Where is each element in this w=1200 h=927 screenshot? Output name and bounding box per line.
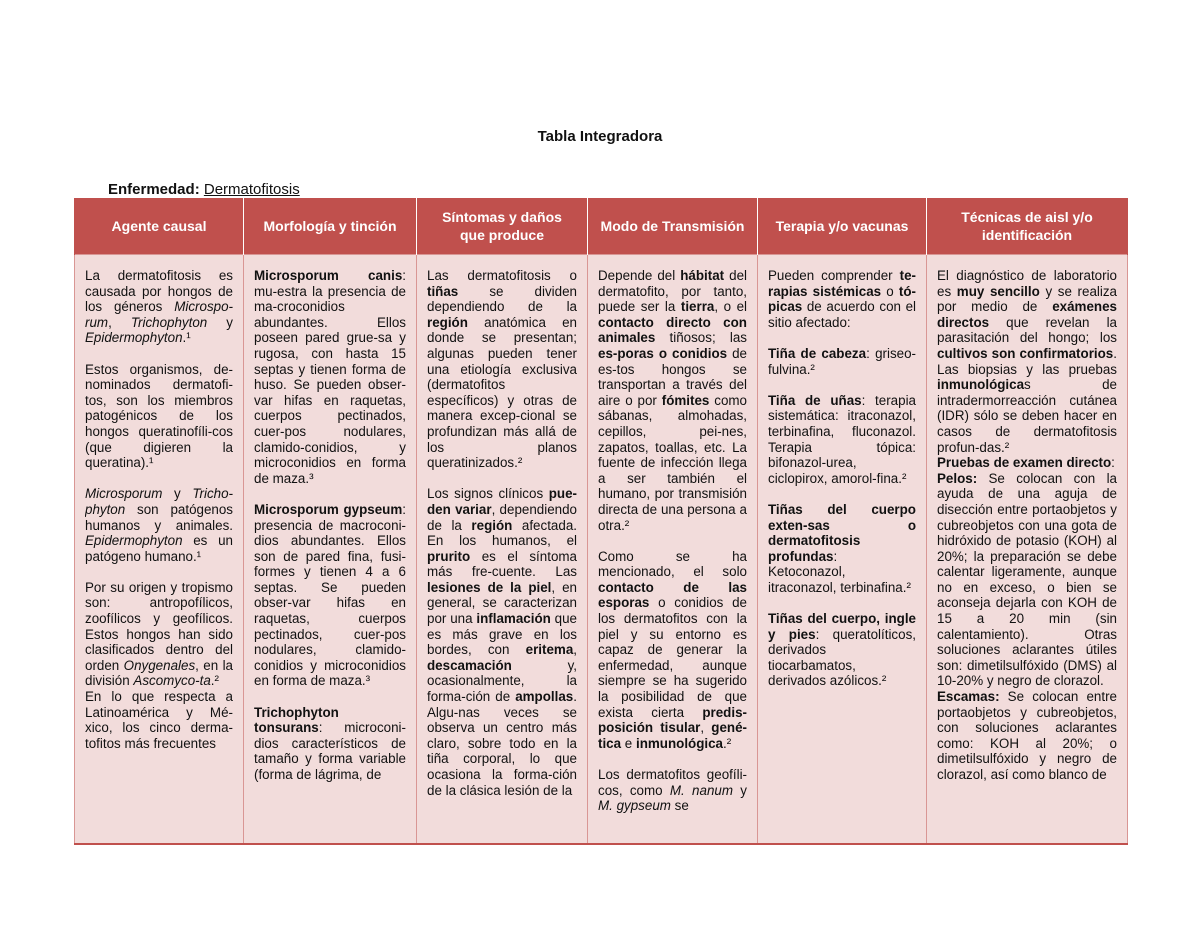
cell-paragraph: Escamas: Se colocan entre portaobjetos y cubreobjetos, con soluciones aclarantes como: KOH al 20%; o dimetilsulfóxido y negro de clorazol, así como blanco de	[937, 689, 1117, 782]
cell-paragraph: Microsporum gypseum: presencia de macroconi-dios abundantes. Ellos son de pared fina, fusi-formes y tienen 4 a 6 septas. Se pueden obser-var hifas en raquetas, cuerpos pectinados, cuer-pos nodulares, clamido-conidios y microconidios en forma de maza.³	[254, 501, 406, 689]
paragraph-gap	[768, 377, 916, 393]
paragraph-gap	[598, 751, 747, 767]
cell-terapia	[758, 255, 927, 845]
cell-paragraph: La dermatofitosis es causada por hongos de los géneros Microspo-rum, Trichophyton y Epidermophyton.¹	[85, 268, 233, 346]
paragraph-gap	[768, 330, 916, 346]
paragraph-gap	[85, 564, 233, 580]
cell-tecnicas	[927, 255, 1128, 845]
cell-paragraph: Tiña de cabeza: griseo-fulvina.²	[768, 345, 916, 377]
paragraph-gap	[768, 595, 916, 611]
disease-value: Dermatofitosis	[203, 181, 300, 198]
cell-paragraph: Los signos clínicos pue-den variar, dependiendo de la región afectada. En los humanos, el prurito es el síntoma más fre-cuente. Las lesiones de la piel, en general, se caracterizan por una inflamación que es más grave en los bordes, con eritema, descamación y, ocasionalmente, la forma-ción de ampollas. Algu-nas veces se observa un centro más claro, sobre todo en la tiña corporal, lo que ocasiona la forma-ción de la clásica lesión de la	[427, 486, 577, 798]
cell-paragraph: Tiñas del cuerpo, ingle y pies: queratolíticos, derivados tiocarbamatos, derivados azólicos.²	[768, 611, 916, 689]
cell-morfologia	[244, 255, 417, 845]
integrative-table	[74, 198, 1128, 845]
cell-paragraph: Como se ha mencionado, el solo contacto de las esporas o conidios de los dermatofitos con la piel y su entorno es capaz de generar la enfermedad, aunque siempre se ha sugerido la posibilidad de que exista cierta predis-posición tisular, gené-tica e inmunológica.²	[598, 548, 747, 751]
disease-label: Enfermedad:	[108, 181, 200, 198]
paragraph-gap	[598, 533, 747, 549]
paragraph-gap	[427, 471, 577, 487]
page-title: Tabla Integradora	[537, 128, 663, 145]
cell-paragraph: Pruebas de examen directo:	[937, 455, 1115, 471]
cell-paragraph: En lo que respecta a Latinoamérica y Mé-xico, los cinco derma-tofitos más frecuentes	[85, 689, 233, 751]
cell-sintomas	[417, 255, 588, 845]
cell-paragraph: Tiñas del cuerpo exten-sas o dermatofitosis profundas: Ketoconazol, itraconazol, terbinafina.²	[768, 501, 916, 595]
header-morfologia: Morfología y tinción	[244, 198, 417, 255]
header-transmision: Modo de Transmisión	[588, 198, 758, 255]
cell-paragraph: Microsporum y Tricho-phyton son patógenos humanos y animales. Epidermophyton es un patógeno humano.¹	[85, 486, 233, 564]
paragraph-gap	[254, 486, 406, 502]
paragraph-gap	[768, 486, 916, 502]
cell-paragraph: Las dermatofitosis o tiñas se dividen dependiendo de la región anatómica en donde se presentan; algunas pueden tener una etiología exclusiva (dermatofitos específicos) y otras de manera excep-cional se profundizan más allá de los planos queratinizados.²	[427, 268, 577, 471]
cell-paragraph: Estos organismos, de-nominados dermatofi-tos, son los miembros patogénicos de los hongos queratinofíli-cos (que digieren la queratina).¹	[85, 361, 233, 471]
cell-paragraph: Pelos: Se colocan con la ayuda de una aguja de disección entre portaobjetos y cubreobjetos con una gota de hidróxido de potasio (KOH) al 20%; la preparación se debe calentar ligeramente, aunque no en exceso, o bien se aconseja dejarla con KOH de 15 a 20 min (sin calentamiento). Otras soluciones aclarantes útiles son: dimetilsulfóxido (DMS) al 10-20% y negro de clorazol.	[937, 470, 1117, 689]
paragraph-gap	[254, 689, 406, 705]
disease-line	[108, 181, 300, 198]
cell-paragraph: Tiña de uñas: terapia sistemática: itraconazol, terbinafina, fluconazol. Terapia tópica: bifonazol-urea, ciclopirox, amorol-fina.²	[768, 392, 916, 486]
cell-paragraph: El diagnóstico de laboratorio es muy sencillo y se realiza por medio de exámenes directos que revelan la parasitación del hongo; los cultivos son confirmatorios. Las biopsias y las pruebas inmunológicas de intradermorreacción cutánea (IDR) sólo se deben hacer en casos de dermatofitosis profun-das.²	[937, 268, 1117, 455]
header-terapia: Terapia y/o vacunas	[758, 198, 927, 255]
cell-paragraph: Microsporum canis: mu-estra la presencia de ma-croconidios abundantes. Ellos poseen pared grue-sa y rugosa, con hasta 15 septas y tienen forma de huso. Se pueden obser-var hifas en raquetas, cuerpos pectinados, cuer-pos nodulares, clamido-conidios, y microconidios en forma de maza.³	[254, 268, 406, 486]
cell-paragraph: Depende del hábitat del dermatofito, por tanto, puede ser la tierra, o el contacto directo con animales tiñosos; las es-poras o conidios de es-tos hongos se transportan a través del aire o por fómites como sábanas, almohadas, cepillos, pei-nes, zapatos, toallas, etc. La fuente de infección llega a ser también el humano, por transmisión directa de una persona a otra.²	[598, 268, 747, 533]
header-agente-causal: Agente causal	[75, 198, 244, 255]
cell-paragraph: Trichophyton tonsurans: microconi-dios característicos de tamaño y forma variable (forma de lágrima, de	[254, 704, 406, 782]
table-row	[75, 255, 1128, 845]
header-tecnicas: Técnicas de aisl y/o identificación	[927, 198, 1128, 255]
paragraph-gap	[85, 471, 233, 487]
cell-paragraph: Por su origen y tropismo son: antropofílicos, zoofílicos y geofílicos. Estos hongos han sido clasificados dentro del orden Onygenales, en la división Ascomyco-ta.²	[85, 579, 233, 689]
cell-paragraph: Pueden comprender te-rapias sistémicas o tó-picas de acuerdo con el sitio afectado:	[768, 268, 916, 330]
cell-agente-causal	[75, 255, 244, 845]
header-sintomas: Síntomas y daños que produce	[417, 198, 588, 255]
cell-transmision	[588, 255, 758, 845]
cell-paragraph: Los dermatofitos geofíli-cos, como M. nanum y M. gypseum se	[598, 767, 747, 814]
paragraph-gap	[85, 346, 233, 362]
table-header-row	[75, 198, 1128, 255]
